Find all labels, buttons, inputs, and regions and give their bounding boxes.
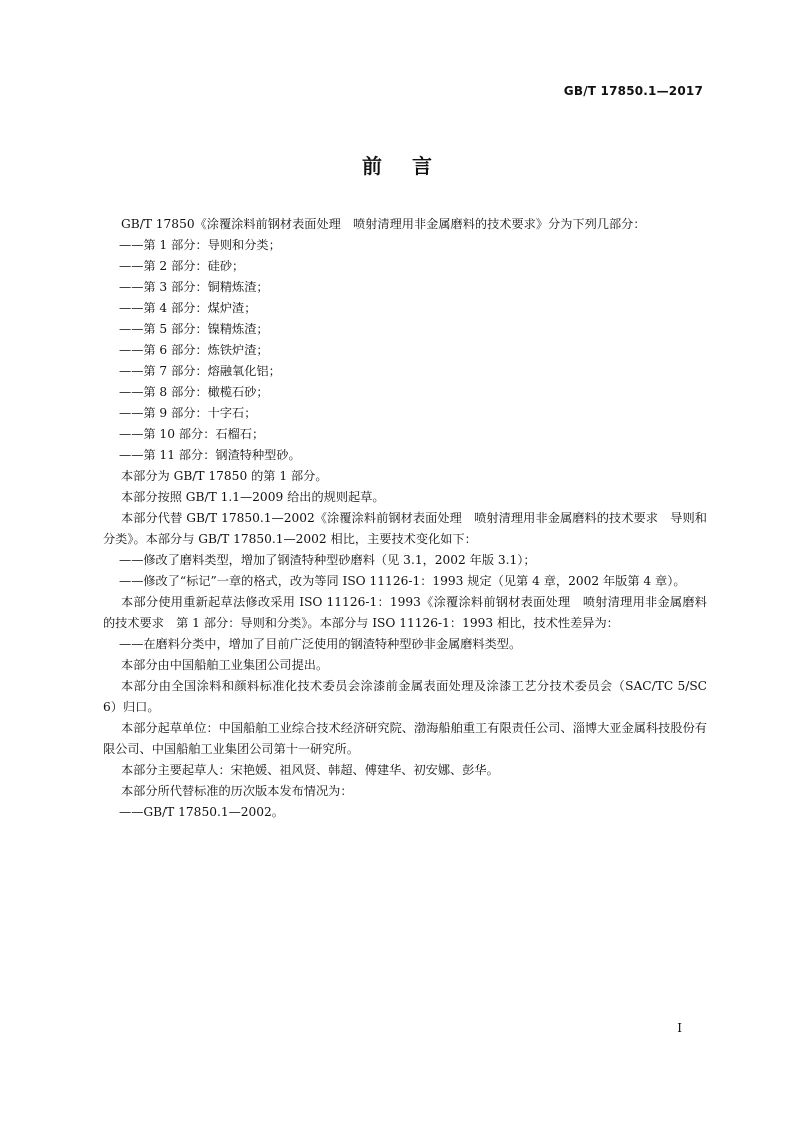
paragraph: 本部分为 GB/T 17850 的第 1 部分。	[121, 469, 328, 483]
paragraph: 本部分按照 GB/T 1.1—2009 给出的规则起草。	[121, 490, 385, 504]
paragraph: 本部分由中国船舶工业集团公司提出。	[121, 658, 329, 672]
list-item: ——第 11 部分：钢渣特种型砂。	[119, 448, 301, 462]
list-item: ——第 3 部分：铜精炼渣；	[119, 280, 269, 294]
list-item: ——在磨料分类中，增加了目前广泛使用的钢渣特种型砂非金属磨料类型。	[119, 637, 522, 651]
page-title: 前言	[362, 154, 462, 178]
paragraph: 本部分起草单位：中国船舶工业综合技术经济研究院、渤海船舶重工有限责任公司、淄博大亚金属科技股份有限公司、中国船舶工业集团公司第十一研究所。	[103, 721, 707, 756]
paragraph: 本部分由全国涂料和颜料标准化技术委员会涂漆前金属表面处理及涂漆工艺分技术委员会（SAC/TC 5/SC 6）归口。	[103, 679, 707, 714]
list-item: ——第 10 部分：石榴石；	[119, 427, 265, 441]
standard-code: GB/T 17850.1—2017	[563, 84, 703, 98]
paragraph: 本部分主要起草人：宋艳媛、祖风贤、韩超、傅建华、初安娜、彭华。	[121, 763, 499, 777]
page-number: I	[677, 1021, 682, 1035]
foreword-body	[103, 214, 707, 823]
paragraph: 本部分使用重新起草法修改采用 ISO 11126-1：1993《涂覆涂料前钢材表面处理 喷射清理用非金属磨料的技术要求 第 1 部分：导则和分类》。本部分与 ISO 11126-1：1993 相比，技术性差异为：	[103, 595, 707, 630]
paragraph-intro: GB/T 17850《涂覆涂料前钢材表面处理 喷射清理用非金属磨料的技术要求》分为下列几部分：	[121, 217, 646, 231]
list-item: ——GB/T 17850.1—2002。	[119, 805, 284, 819]
list-item: ——第 7 部分：熔融氧化铝；	[119, 364, 281, 378]
list-item: ——第 9 部分：十字石；	[119, 406, 257, 420]
list-item: ——第 5 部分：镍精炼渣；	[119, 322, 269, 336]
paragraph: 本部分所代替标准的历次版本发布情况为：	[121, 784, 353, 798]
list-item: ——第 2 部分：硅砂；	[119, 259, 245, 273]
list-item: ——第 8 部分：橄榄石砂；	[119, 385, 269, 399]
list-item: ——修改了磨料类型，增加了钢渣特种型砂磨料（见 3.1，2002 年版 3.1）；	[119, 553, 536, 567]
list-item: ——修改了“标记”一章的格式，改为等同 ISO 11126-1：1993 规定（见第 4 章，2002 年版第 4 章）。	[119, 574, 686, 588]
list-item: ——第 4 部分：煤炉渣；	[119, 301, 257, 315]
paragraph: 本部分代替 GB/T 17850.1—2002《涂覆涂料前钢材表面处理 喷射清理用非金属磨料的技术要求 导则和分类》。本部分与 GB/T 17850.1—2002 相比，主要技术变化如下：	[103, 511, 707, 546]
list-item: ——第 1 部分：导则和分类；	[119, 238, 281, 252]
list-item: ——第 6 部分：炼铁炉渣；	[119, 343, 269, 357]
